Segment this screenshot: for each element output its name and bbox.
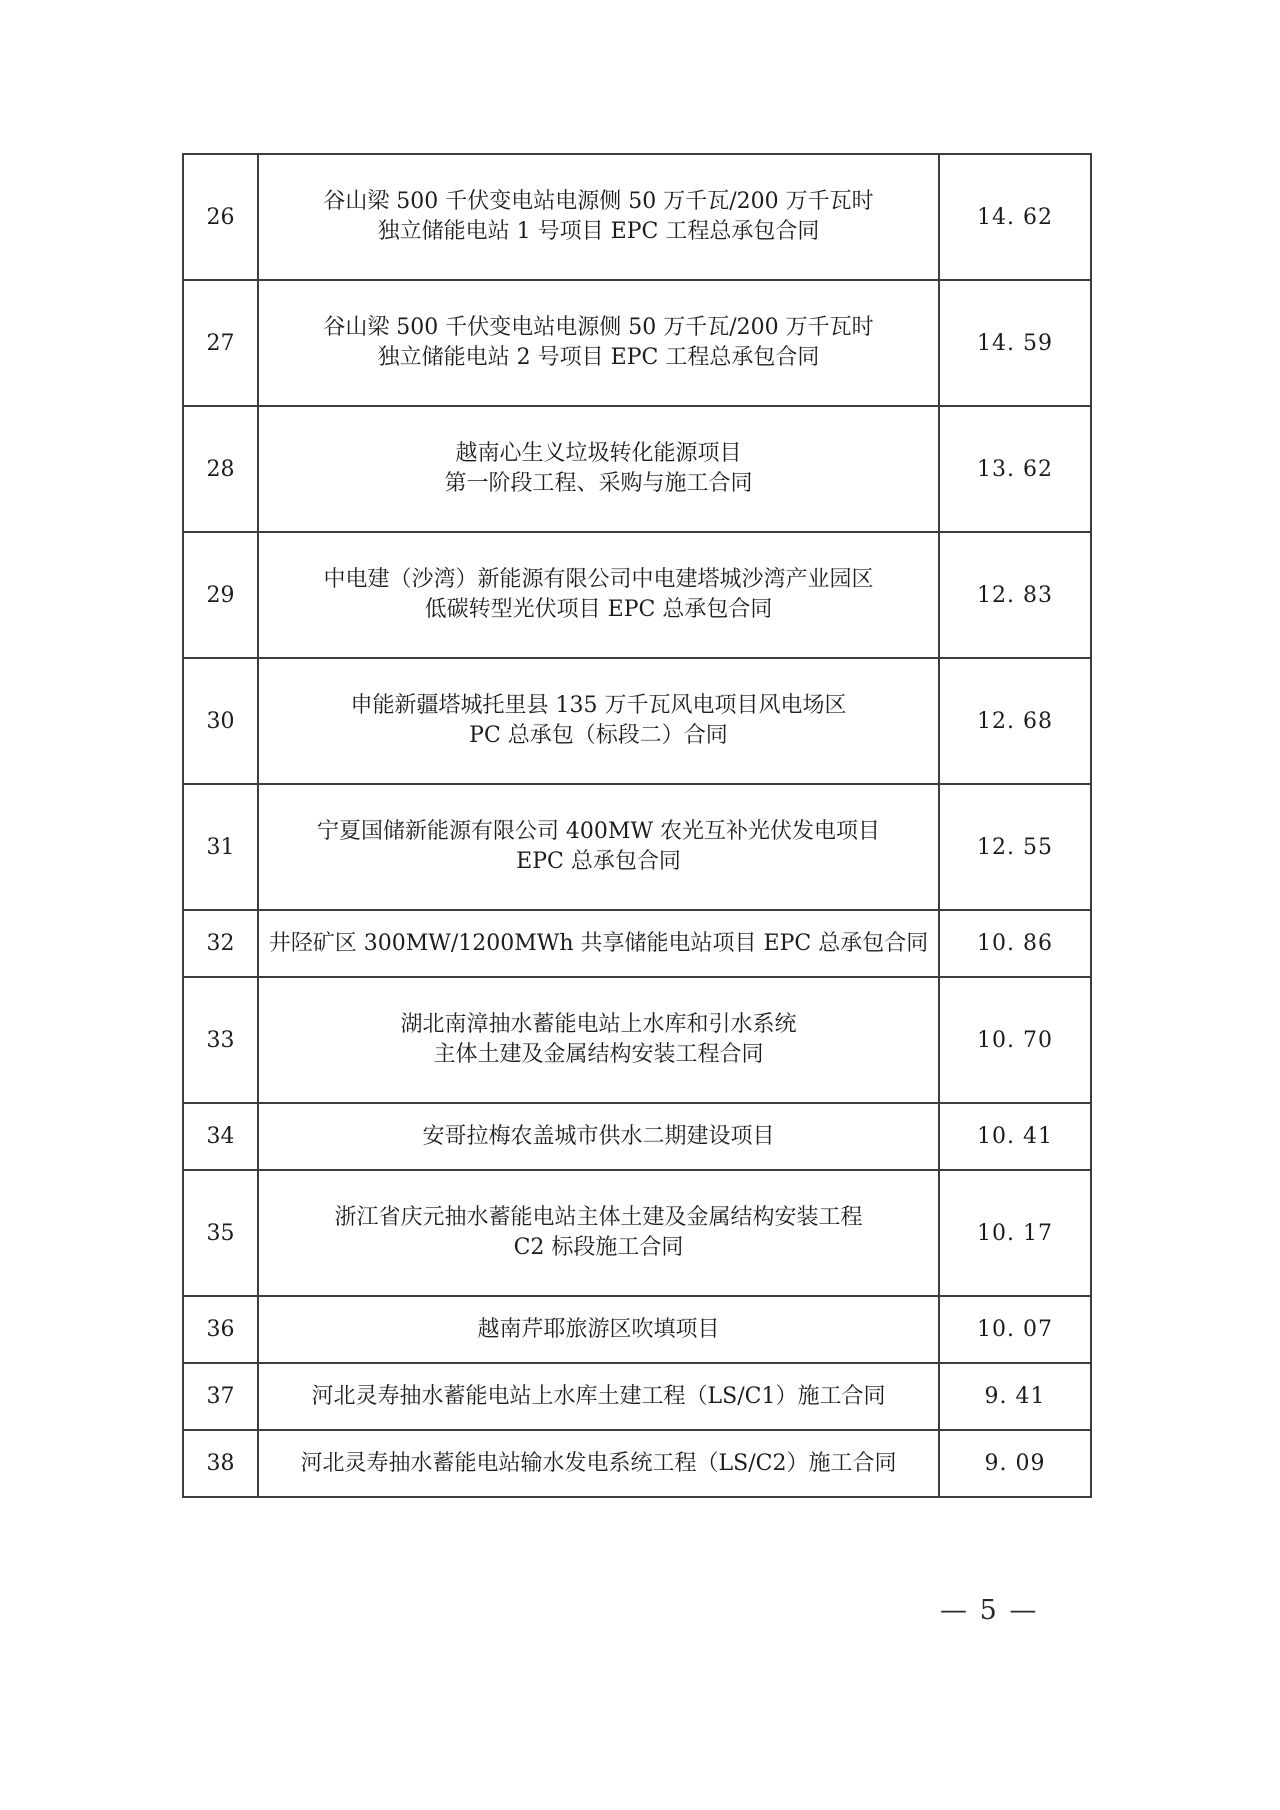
project-name-line: 独立储能电站 2 号项目 EPC 工程总承包合同 (377, 345, 820, 370)
table-row (183, 784, 1091, 910)
project-name-line: 第一阶段工程、采购与施工合同 (444, 471, 753, 496)
row-number-cell: 29 (183, 532, 258, 658)
project-name-line: 湖北南漳抽水蓄能电站上水库和引水系统 (400, 1012, 797, 1038)
row-number-cell: 30 (183, 658, 258, 784)
table-row (183, 910, 1091, 977)
row-number-cell: 28 (183, 406, 258, 532)
project-name-line: PC 总承包（标段二）合同 (469, 723, 728, 748)
project-name-lines (259, 303, 938, 382)
project-name-line: 河北灵寿抽水蓄能电站输水发电系统工程（LS/C2）施工合同 (300, 1450, 897, 1476)
project-name-lines (259, 1112, 938, 1162)
project-name-line: 申能新疆塔城托里县 135 万千瓦风电项目风电场区 (350, 693, 847, 719)
project-name-line: 河北灵寿抽水蓄能电站上水库土建工程（LS/C1）施工合同 (311, 1383, 886, 1409)
project-name-line: 越南心生义垃圾转化能源项目 (455, 441, 742, 467)
project-name-lines (259, 919, 938, 969)
project-name-lines (259, 177, 938, 256)
table-row (183, 1296, 1091, 1363)
amount-cell: 10. 17 (939, 1170, 1091, 1296)
project-name-cell (258, 977, 939, 1103)
amount-cell: 13. 62 (939, 406, 1091, 532)
project-name-lines (259, 1372, 938, 1422)
row-number-cell: 26 (183, 154, 258, 280)
row-number-cell: 37 (183, 1363, 258, 1430)
amount-cell: 14. 59 (939, 280, 1091, 406)
row-number-cell: 35 (183, 1170, 258, 1296)
project-name-line: 低碳转型光伏项目 EPC 总承包合同 (424, 597, 773, 622)
project-name-cell (258, 532, 939, 658)
project-name-line: 谷山梁 500 千伏变电站电源侧 50 万千瓦/200 万千瓦时 (323, 315, 874, 341)
table-row (183, 977, 1091, 1103)
project-name-lines (259, 555, 938, 634)
project-name-cell (258, 1363, 939, 1430)
table-row (183, 1103, 1091, 1170)
table-row (183, 406, 1091, 532)
row-number-cell: 27 (183, 280, 258, 406)
project-name-line: 井陉矿区 300MW/1200MWh 共享储能电站项目 EPC 总承包合同 (268, 930, 929, 956)
row-number-cell: 38 (183, 1430, 258, 1497)
amount-cell: 14. 62 (939, 154, 1091, 280)
project-name-cell (258, 154, 939, 280)
table-row (183, 1363, 1091, 1430)
project-name-line: 浙江省庆元抽水蓄能电站主体土建及金属结构安装工程 (334, 1205, 863, 1231)
row-number-cell: 33 (183, 977, 258, 1103)
project-name-lines (259, 807, 938, 886)
project-name-line: 谷山梁 500 千伏变电站电源侧 50 万千瓦/200 万千瓦时 (323, 189, 874, 215)
project-name-line: 独立储能电站 1 号项目 EPC 工程总承包合同 (377, 219, 820, 244)
project-name-line: 安哥拉梅农盖城市供水二期建设项目 (422, 1123, 775, 1149)
project-name-cell (258, 784, 939, 910)
project-name-line: 宁夏国储新能源有限公司 400MW 农光互补光伏发电项目 (316, 819, 881, 845)
row-number-cell: 32 (183, 910, 258, 977)
project-name-line: 主体土建及金属结构安装工程合同 (433, 1042, 764, 1067)
project-name-lines (259, 1193, 938, 1272)
project-name-line: 中电建（沙湾）新能源有限公司中电建塔城沙湾产业园区 (323, 567, 874, 593)
project-name-cell (258, 658, 939, 784)
project-name-cell (258, 1170, 939, 1296)
page-number: — 5 — (940, 1595, 1039, 1626)
amount-cell: 10. 41 (939, 1103, 1091, 1170)
project-name-cell (258, 1103, 939, 1170)
table-row (183, 532, 1091, 658)
project-name-lines (259, 1439, 938, 1489)
amount-cell: 10. 07 (939, 1296, 1091, 1363)
project-name-cell (258, 910, 939, 977)
amount-cell: 12. 83 (939, 532, 1091, 658)
project-name-lines (259, 1000, 938, 1079)
project-name-cell (258, 406, 939, 532)
table-row (183, 1170, 1091, 1296)
project-name-line: 越南芹耶旅游区吹填项目 (477, 1316, 720, 1342)
row-number-cell: 31 (183, 784, 258, 910)
project-name-lines (259, 681, 938, 760)
project-name-line: EPC 总承包合同 (516, 849, 681, 874)
project-name-cell (258, 1430, 939, 1497)
amount-cell: 12. 55 (939, 784, 1091, 910)
project-name-lines (259, 429, 938, 508)
project-name-lines (259, 1305, 938, 1355)
contracts-table (182, 153, 1092, 1498)
amount-cell: 9. 09 (939, 1430, 1091, 1497)
table-row (183, 658, 1091, 784)
amount-cell: 12. 68 (939, 658, 1091, 784)
amount-cell: 9. 41 (939, 1363, 1091, 1430)
project-name-cell (258, 280, 939, 406)
table-body (183, 154, 1091, 1497)
table-row (183, 1430, 1091, 1497)
table-row (183, 154, 1091, 280)
amount-cell: 10. 86 (939, 910, 1091, 977)
amount-cell: 10. 70 (939, 977, 1091, 1103)
project-name-cell (258, 1296, 939, 1363)
table-row (183, 280, 1091, 406)
row-number-cell: 34 (183, 1103, 258, 1170)
row-number-cell: 36 (183, 1296, 258, 1363)
project-name-line: C2 标段施工合同 (513, 1235, 684, 1260)
